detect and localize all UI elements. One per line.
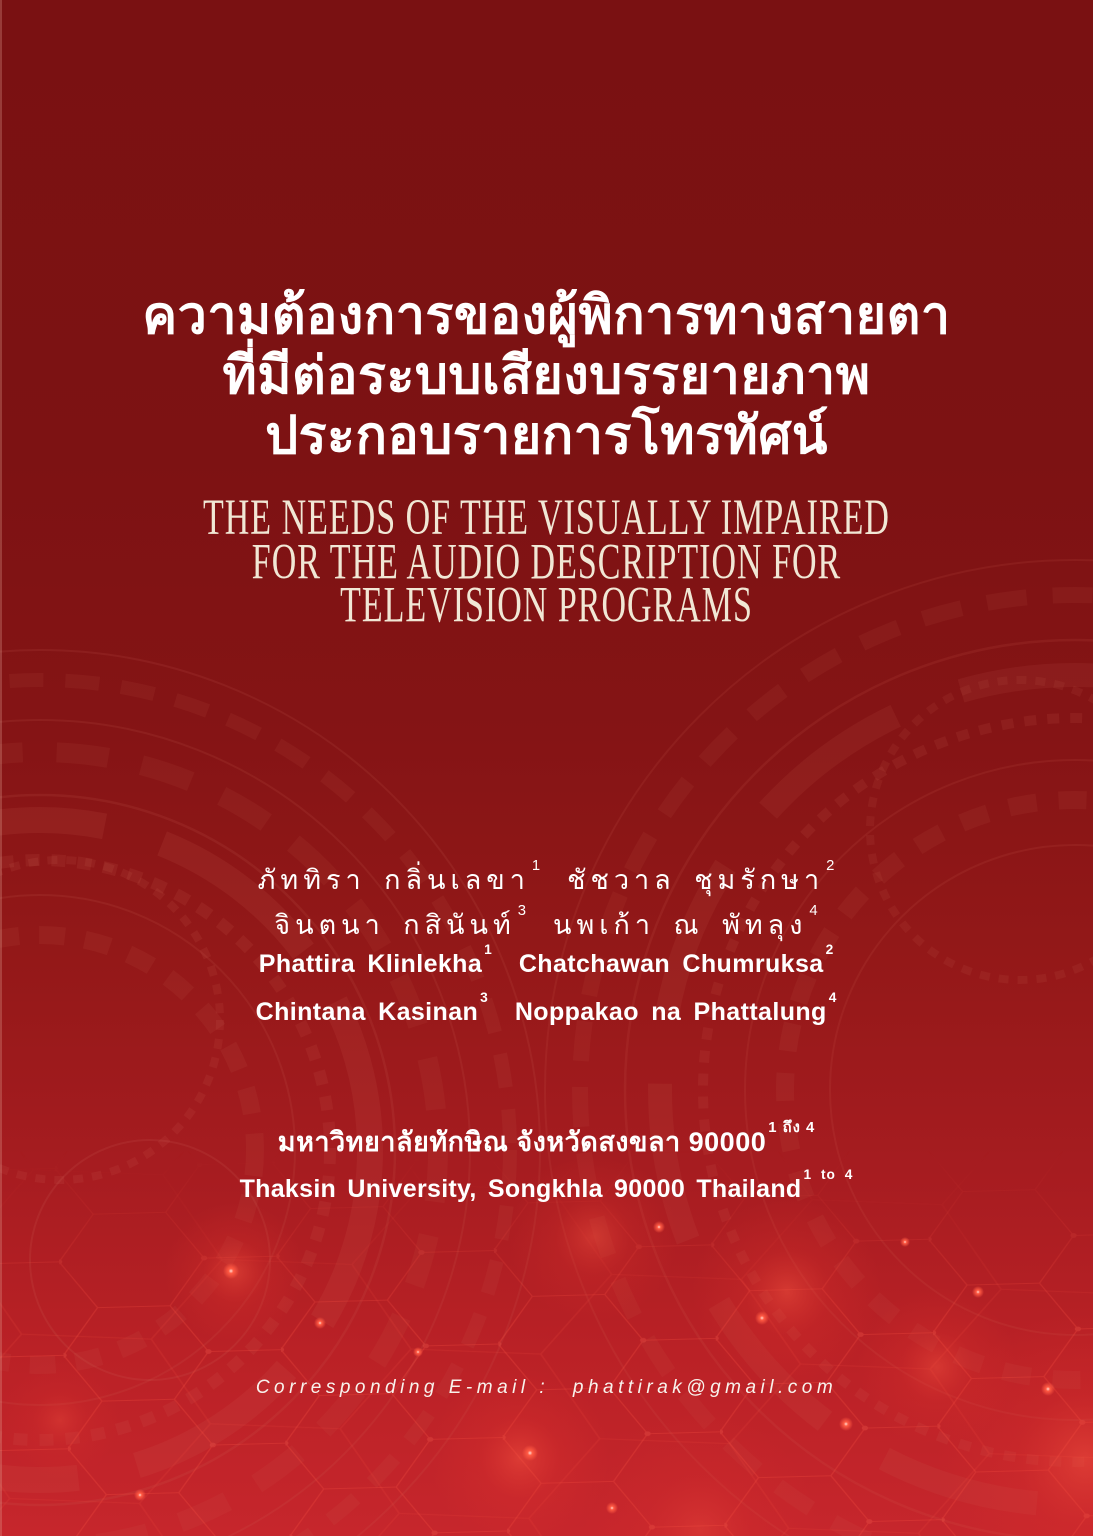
author-english-3 [255, 989, 489, 1026]
title-thai [0, 286, 1093, 466]
affiliation-english-text: Thaksin University, Songkhla 90000 Thailand [239, 1175, 802, 1203]
affiliation-english [0, 1167, 1093, 1204]
author-english-1-superscript: 1 [484, 942, 493, 958]
authors-english-line-2 [0, 985, 1093, 1032]
title-english [0, 491, 1093, 634]
author-english-1 [258, 942, 493, 979]
affiliation-english-superscript: 1 to 4 [803, 1167, 854, 1183]
authors-thai [0, 855, 1093, 945]
author-thai-1-superscript: 1 [531, 857, 542, 874]
corresponding-email [0, 1377, 1093, 1399]
title-thai-line-2: ที่มีต่อระบบเสียงบรรยายภาพ [222, 347, 871, 405]
affiliation-thai-superscript: 1 ถึง 4 [768, 1119, 816, 1136]
author-thai-3 [274, 902, 528, 940]
author-english-2 [518, 942, 835, 979]
affiliation-thai [0, 1120, 1093, 1163]
corresponding-email-value: phattirak@gmail.com [572, 1377, 838, 1398]
author-thai-2-name: ชัชวาล ชุมรักษา [567, 865, 825, 895]
author-thai-4-name: นพเก้า ณ พัทลุง [553, 910, 808, 940]
author-english-2-name: Chatchawan Chumruksa [518, 950, 824, 979]
author-english-2-superscript: 2 [825, 942, 835, 958]
author-english-3-superscript: 3 [480, 989, 489, 1005]
author-thai-3-name: จินตนา กสินันท์ [274, 910, 516, 940]
author-english-3-name: Chintana Kasinan [255, 997, 479, 1026]
author-thai-1-name: ภัททิรา กลิ่นเลขา [257, 865, 530, 895]
authors-english-line-1 [0, 938, 1093, 985]
author-english-1-name: Phattira Klinlekha [258, 950, 483, 979]
author-thai-4-superscript: 4 [809, 902, 819, 919]
title-english-line-1: THE NEEDS OF THE VISUALLY IMPAIRED [202, 491, 890, 546]
title-english-line-2: FOR THE AUDIO DESCRIPTION FOR [251, 534, 842, 590]
title-english-line-3: TELEVISION PROGRAMS [340, 578, 753, 634]
author-thai-3-superscript: 3 [517, 902, 528, 919]
author-thai-2-superscript: 2 [826, 857, 836, 874]
author-english-4-name: Noppakao na Phattalung [514, 997, 827, 1026]
author-thai-1 [257, 857, 542, 895]
corresponding-email-label: Corresponding E-mail : [255, 1377, 550, 1398]
affiliation-thai-text: มหาวิทยาลัยทักษิณ จังหวัดสงขลา 90000 [277, 1127, 767, 1157]
title-thai-line-3: ประกอบรายการโทรทัศน์ [265, 407, 828, 465]
title-thai-line-1: ความต้องการของผู้พิการทางสายตา [142, 287, 951, 345]
author-english-4 [514, 989, 838, 1026]
authors-thai-line-1 [0, 855, 1093, 900]
author-thai-4 [553, 902, 819, 940]
authors-english [0, 938, 1093, 1033]
author-thai-2 [567, 857, 836, 895]
author-english-4-superscript: 4 [828, 989, 838, 1005]
